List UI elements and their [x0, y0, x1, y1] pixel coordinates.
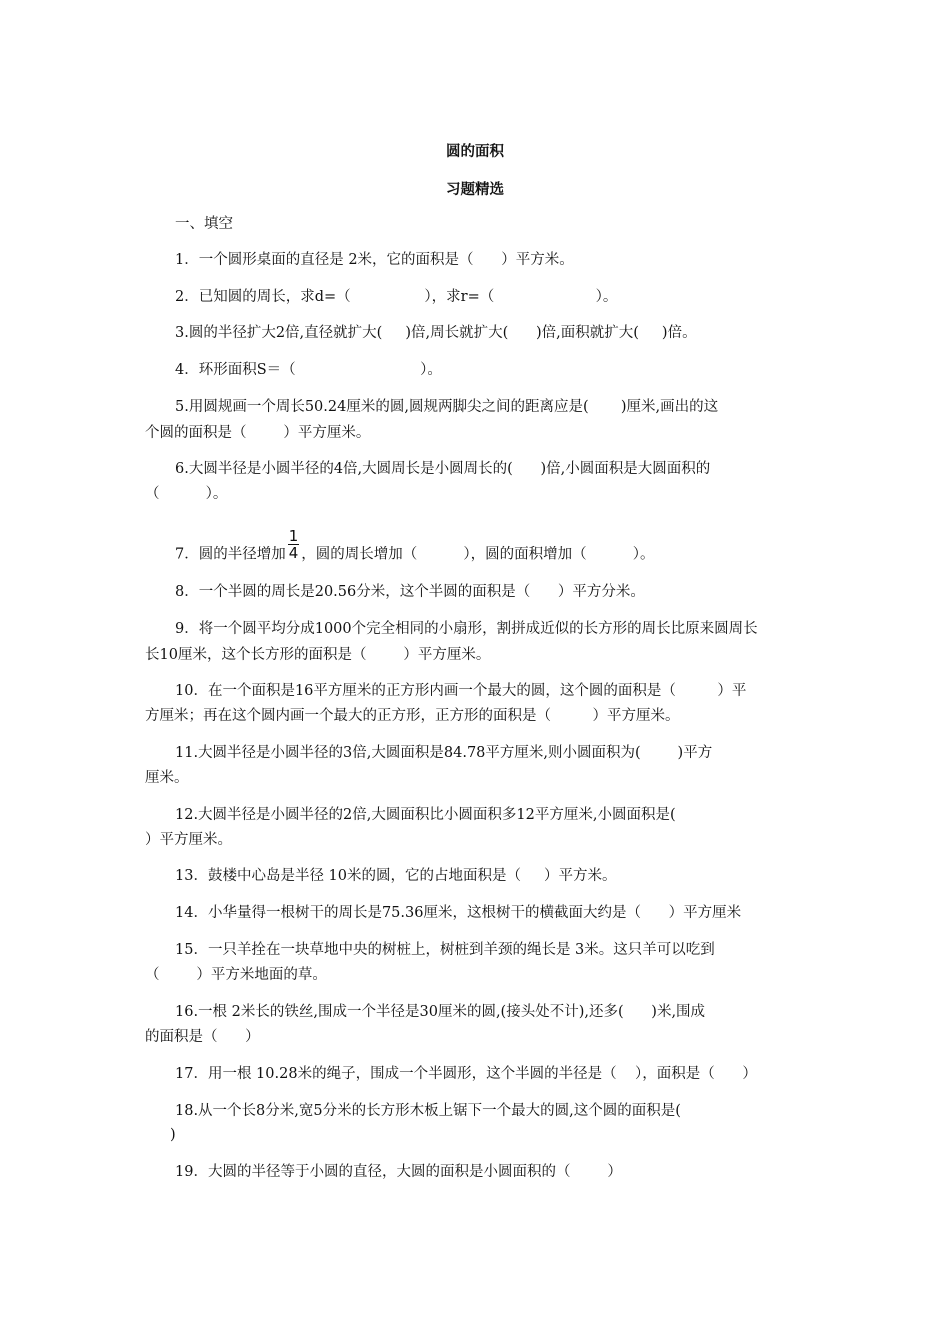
- question-13: 13．鼓楼中心岛是半径 10米的圆，它的占地面积是（ ）平方米。: [175, 868, 617, 884]
- fraction: [288, 528, 300, 561]
- question-6-line-2: （ ）。: [145, 486, 228, 502]
- question-3: 3.圆的半径扩大2倍,直径就扩大( )倍,周长就扩大( )倍,面积就扩大( )倍。: [175, 325, 697, 341]
- question-8: 8．一个半圆的周长是20.56分米，这个半圆的面积是（ ）平方分米。: [175, 584, 645, 600]
- question-19: 19．大圆的半径等于小圆的直径，大圆的面积是小圆面积的（ ）: [175, 1164, 622, 1180]
- page-subtitle: 习题精选: [446, 182, 504, 198]
- question-7-post: ，圆的周长增加（ ），圆的面积增加（ ）。: [301, 546, 655, 563]
- question-10-line-2: 方厘米；再在这个圆内画一个最大的正方形，正方形的面积是（ ）平方厘米。: [145, 708, 680, 724]
- question-5-line-1: 5.用圆规画一个周长50.24厘米的圆,圆规两脚尖之间的距离应是( )厘米,画出的这: [175, 399, 719, 415]
- section-heading: 一、填空: [175, 216, 233, 232]
- question-1: 1．一个圆形桌面的直径是 2米，它的面积是（ ）平方米。: [175, 252, 574, 268]
- question-16-line-2: 的面积是（ ）: [145, 1029, 260, 1045]
- question-11-line-2: 厘米。: [145, 770, 189, 786]
- question-6-line-1: 6.大圆半径是小圆半径的4倍,大圆周长是小圆周长的( )倍,小圆面积是大圆面积的: [175, 461, 711, 477]
- fraction-numerator: 1: [288, 527, 299, 545]
- question-16-line-1: 16.一根 2米长的铁丝,围成一个半径是30厘米的圆,(接头处不计),还多( )米,围成: [175, 1004, 706, 1020]
- question-14: 14．小华量得一根树干的周长是75.36厘米，这根树干的横截面大约是（ ）平方厘米: [175, 905, 742, 921]
- page-title: 圆的面积: [446, 144, 504, 160]
- question-17: 17．用一根 10.28米的绳子，围成一个半圆形，这个半圆的半径是（ ），面积是（ ）: [175, 1066, 757, 1082]
- question-4: 4．环形面积S＝（ ）。: [175, 362, 442, 378]
- question-18-line-1: 18.从一个长8分米,宽5分米的长方形木板上锯下一个最大的圆,这个圆的面积是(: [175, 1103, 681, 1119]
- question-11-line-1: 11.大圆半径是小圆半径的3倍,大圆面积是84.78平方厘米,则小圆面积为( )平方: [175, 745, 713, 761]
- question-9-line-1: 9．将一个圆平均分成1000个完全相同的小扇形，割拼成近似的长方形的周长比原来圆周长: [175, 621, 758, 637]
- question-15-line-1: 15．一只羊拴在一块草地中央的树桩上，树桩到羊颈的绳长是 3米。这只羊可以吃到: [175, 942, 715, 958]
- question-12-line-1: 12.大圆半径是小圆半径的2倍,大圆面积比小圆面积多12平方厘米,小圆面积是(: [175, 807, 676, 823]
- question-2: 2．已知圆的周长，求d=（ ），求r=（ ）。: [175, 289, 618, 305]
- question-9-line-2: 长10厘米，这个长方形的面积是（ ）平方厘米。: [145, 647, 491, 663]
- question-7: [175, 527, 655, 571]
- fraction-denominator: 4: [288, 544, 299, 562]
- question-10-line-1: 10．在一个面积是16平方厘米的正方形内画一个最大的圆，这个圆的面积是（ ）平: [175, 683, 747, 699]
- question-15-line-2: （ ）平方米地面的草。: [145, 967, 327, 983]
- question-18-line-2: ): [170, 1127, 176, 1143]
- question-12-line-2: ）平方厘米。: [145, 832, 232, 848]
- question-7-pre: 7．圆的半径增加: [175, 546, 286, 563]
- question-5-line-2: 个圆的面积是（ ）平方厘米。: [145, 425, 371, 441]
